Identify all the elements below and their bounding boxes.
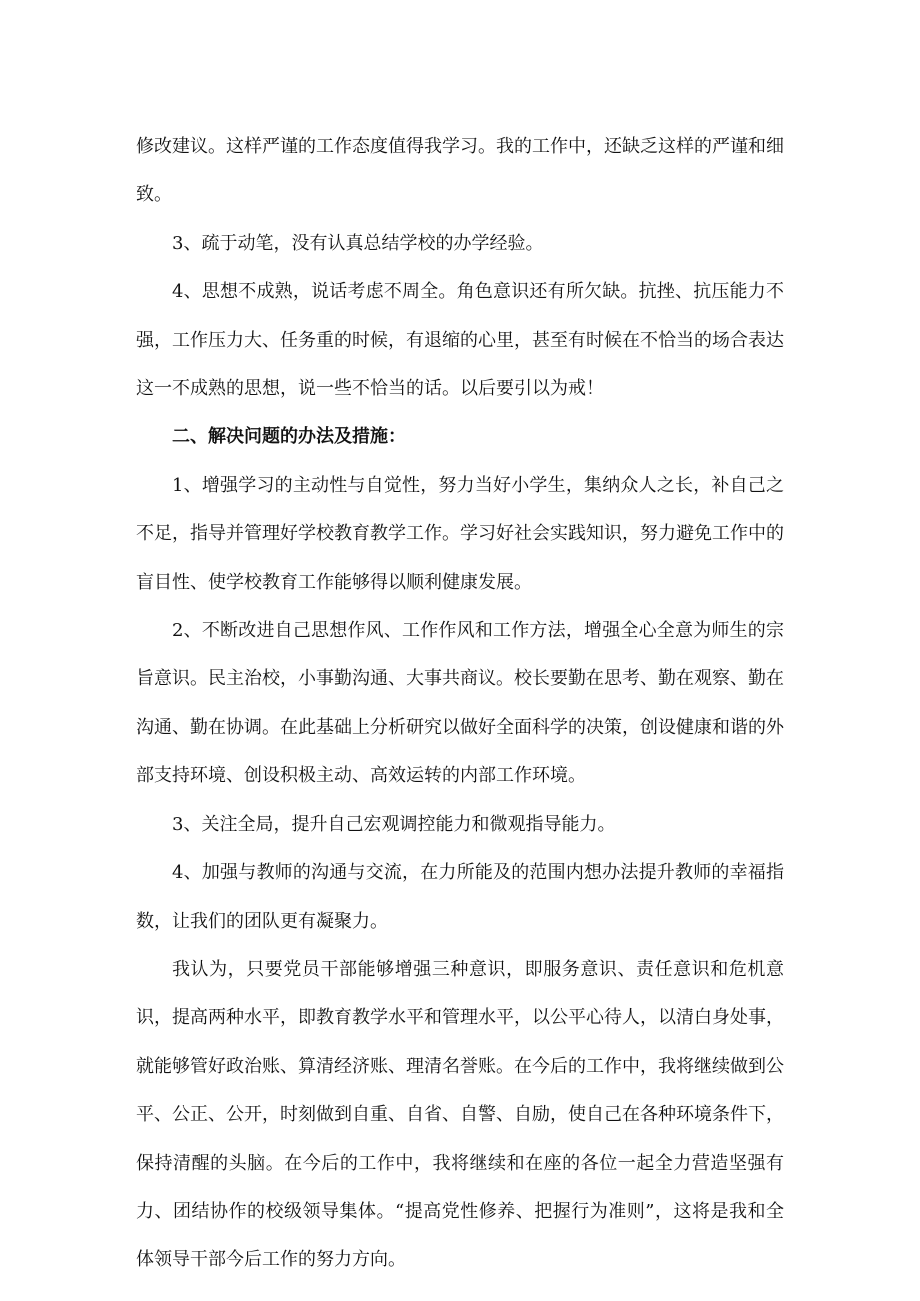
paragraph-item-4: 4、思想不成熟，说话考虑不周全。角色意识还有所欠缺。抗挫、抗压能力不强，工作压力大、任务重的时候，有退缩的心里，甚至有时候在不恰当的场合表达这一不成熟的思想，说一些不恰当的话。以后要引以为戒！ (136, 281, 784, 400)
section-heading: 二、解决问题的办法及措施： (172, 426, 406, 448)
document-body (136, 123, 784, 1285)
paragraph-conclusion: 我认为，只要党员干部能够增强三种意识，即服务意识、责任意识和危机意识，提高两种水平，即教育教学水平和管理水平，以公平心待人，以清白身处事，就能够管好政治账、算清经济账、理清名誉账。在今后的工作中，我将继续做到公平、公正、公开，时刻做到自重、自省、自警、自励，使自己在各种环境条件下，保持清醒的头脑。在今后的工作中，我将继续和在座的各位一起全力营造坚强有力、团结协作的校级领导集体。“提高党性修养、把握行为准则”，这将是我和全体领导干部今后工作的努力方向。 (136, 958, 784, 1271)
paragraph-measure-4: 4、加强与教师的沟通与交流，在力所能及的范围内想办法提升教师的幸福指数，让我们的团队更有凝聚力。 (136, 862, 784, 932)
paragraph-measure-1: 1、增强学习的主动性与自觉性，努力当好小学生，集纳众人之长，补自己之不足，指导并管理好学校教育教学工作。学习好社会实践知识，努力避免工作中的盲目性、使学校教育工作能够得以顺利健康发展。 (136, 474, 784, 593)
paragraph-measure-2: 2、不断改进自己思想作风、工作作风和工作方法，增强全心全意为师生的宗旨意识。民主治校，小事勤沟通、大事共商议。校长要勤在思考、勤在观察、勤在沟通、勤在协调。在此基础上分析研究以做好全面科学的决策，创设健康和谐的外部支持环境、创设积极主动、高效运转的内部工作环境。 (136, 620, 784, 787)
paragraph-item-3: 3、疏于动笔，没有认真总结学校的办学经验。 (172, 232, 544, 254)
paragraph-measure-3: 3、关注全局，提升自己宏观调控能力和微观指导能力。 (172, 813, 616, 835)
paragraph-continuation: 修改建议。这样严谨的工作态度值得我学习。我的工作中，还缺乏这样的严谨和细致。 (136, 136, 784, 206)
